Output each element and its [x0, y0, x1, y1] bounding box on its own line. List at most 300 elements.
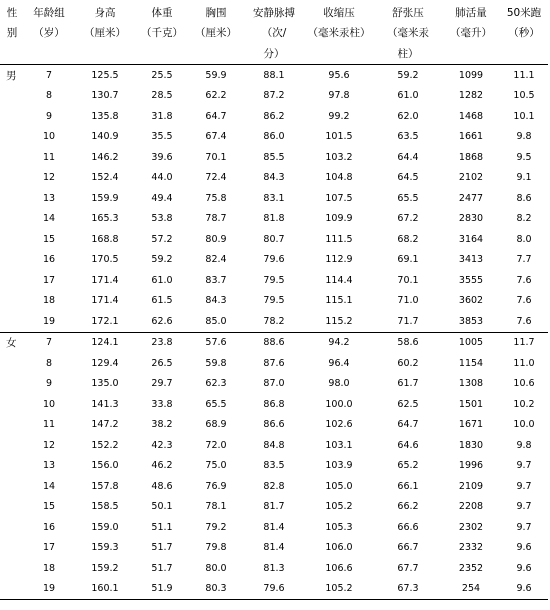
weight-cell: 29.7	[151, 378, 173, 390]
sbp-cell: 106.6	[325, 562, 353, 574]
run-cell: 11.1	[513, 69, 535, 81]
header-run-line1: 50米跑	[506, 6, 542, 19]
weight-cell: 62.6	[151, 315, 173, 327]
age-cell: 16	[42, 521, 56, 533]
vc-cell: 2109	[458, 480, 484, 492]
chest-cell: 62.3	[205, 378, 227, 390]
pulse-cell: 86.6	[263, 419, 285, 431]
sex-cell	[0, 311, 24, 332]
run-cell: 9.5	[516, 151, 532, 163]
dbp-cell: 67.2	[397, 213, 419, 225]
chest-cell: 70.1	[205, 151, 227, 163]
run-cell: 7.6	[516, 295, 532, 307]
vc-cell: 3164	[458, 233, 484, 245]
header-age-line1: 年龄组	[33, 6, 65, 19]
weight-cell: 42.3	[151, 439, 173, 451]
vc-cell: 2830	[458, 213, 484, 225]
height-cell: 159.2	[91, 562, 119, 574]
sbp-cell: 107.5	[325, 192, 353, 204]
table-row	[0, 558, 548, 579]
height-cell: 157.8	[91, 480, 119, 492]
run-cell: 9.6	[516, 542, 532, 554]
sbp-cell: 111.5	[325, 233, 353, 245]
table-row	[0, 353, 548, 374]
header-vc-line1: 肺活量	[455, 6, 487, 19]
chest-cell: 79.2	[205, 521, 227, 533]
header-empty	[0, 42, 24, 65]
chest-cell: 65.5	[205, 398, 227, 410]
table-header	[0, 2, 548, 65]
header-run-line2: （秒）	[508, 26, 540, 39]
dbp-cell: 62.0	[397, 110, 419, 122]
height-cell: 135.0	[91, 378, 119, 390]
weight-cell: 25.5	[151, 69, 173, 81]
dbp-cell: 61.0	[397, 90, 419, 102]
age-cell: 15	[42, 233, 56, 245]
pulse-cell: 78.2	[263, 315, 285, 327]
header-empty	[24, 42, 74, 65]
dbp-cell: 70.1	[397, 274, 419, 286]
vc-cell: 2332	[458, 542, 484, 554]
height-cell: 159.3	[91, 542, 119, 554]
table-row	[0, 374, 548, 395]
vc-cell: 1501	[458, 398, 484, 410]
sex-cell	[0, 374, 24, 395]
sbp-cell: 105.3	[325, 521, 353, 533]
header-pulse-line2: （次/	[261, 26, 287, 39]
sex-cell	[0, 579, 24, 600]
height-cell: 168.8	[91, 233, 119, 245]
age-cell: 9	[45, 378, 53, 390]
pulse-cell: 87.6	[263, 357, 285, 369]
weight-cell: 57.2	[151, 233, 173, 245]
weight-cell: 23.8	[151, 337, 173, 349]
pulse-cell: 81.4	[263, 521, 285, 533]
age-cell: 15	[42, 501, 56, 513]
sbp-cell: 105.0	[325, 480, 353, 492]
weight-cell: 51.9	[151, 583, 173, 595]
header-empty	[74, 42, 136, 65]
header-sex-line2: 别	[6, 26, 18, 39]
dbp-cell: 66.2	[397, 501, 419, 513]
dbp-cell: 64.6	[397, 439, 419, 451]
header-sbp-line1: 收缩压	[323, 6, 355, 19]
run-cell: 9.1	[516, 172, 532, 184]
chest-cell: 72.4	[205, 172, 227, 184]
weight-cell: 28.5	[151, 90, 173, 102]
sbp-cell: 109.9	[325, 213, 353, 225]
weight-cell: 38.2	[151, 419, 173, 431]
dbp-cell: 66.7	[397, 542, 419, 554]
vc-cell: 3853	[458, 315, 484, 327]
age-cell: 12	[42, 172, 56, 184]
chest-cell: 78.1	[205, 501, 227, 513]
dbp-cell: 64.5	[397, 172, 419, 184]
pulse-cell: 88.1	[263, 69, 285, 81]
table-row	[0, 476, 548, 497]
pulse-cell: 81.7	[263, 501, 285, 513]
sex-cell	[0, 435, 24, 456]
pulse-cell: 84.3	[263, 172, 285, 184]
pulse-cell: 85.5	[263, 151, 285, 163]
sbp-cell: 103.1	[325, 439, 353, 451]
vc-cell: 3602	[458, 295, 484, 307]
vc-cell: 2208	[458, 501, 484, 513]
header-weight-line2: （千克）	[141, 26, 183, 39]
age-cell: 19	[42, 583, 56, 595]
run-cell: 9.6	[516, 583, 532, 595]
pulse-cell: 81.4	[263, 542, 285, 554]
weight-cell: 61.5	[151, 295, 173, 307]
age-cell: 7	[45, 337, 53, 349]
sbp-cell: 106.0	[325, 542, 353, 554]
header-sbp-line2: （毫米汞柱）	[307, 26, 371, 39]
height-cell: 156.0	[91, 460, 119, 472]
run-cell: 9.6	[516, 562, 532, 574]
weight-cell: 46.2	[151, 460, 173, 472]
dbp-cell: 60.2	[397, 357, 419, 369]
sbp-cell: 97.8	[328, 90, 350, 102]
age-cell: 13	[42, 460, 56, 472]
run-cell: 8.0	[516, 233, 532, 245]
height-cell: 140.9	[91, 131, 119, 143]
vc-cell: 2352	[458, 562, 484, 574]
age-cell: 16	[42, 254, 56, 266]
weight-cell: 44.0	[151, 172, 173, 184]
sex-cell: 女	[6, 337, 17, 350]
run-cell: 7.7	[516, 254, 532, 266]
chest-cell: 57.6	[205, 337, 227, 349]
chest-cell: 82.4	[205, 254, 227, 266]
height-cell: 159.0	[91, 521, 119, 533]
run-cell: 10.0	[513, 419, 535, 431]
table-row	[0, 579, 548, 600]
dbp-cell: 71.7	[397, 315, 419, 327]
height-cell: 124.1	[91, 337, 119, 349]
chest-cell: 75.0	[205, 460, 227, 472]
header-empty	[442, 42, 500, 65]
age-cell: 19	[42, 315, 56, 327]
sex-cell	[0, 538, 24, 559]
sex-cell: 男	[6, 69, 17, 82]
age-cell: 7	[45, 69, 53, 81]
vc-cell: 1468	[458, 110, 484, 122]
weight-cell: 51.7	[151, 562, 173, 574]
sex-cell	[0, 147, 24, 168]
chest-cell: 62.2	[205, 90, 227, 102]
table-row	[0, 168, 548, 189]
run-cell: 8.6	[516, 192, 532, 204]
sbp-cell: 100.0	[325, 398, 353, 410]
vc-cell: 2302	[458, 521, 484, 533]
age-cell: 8	[45, 90, 53, 102]
dbp-cell: 64.7	[397, 419, 419, 431]
height-cell: 171.4	[91, 274, 119, 286]
height-cell: 171.4	[91, 295, 119, 307]
age-cell: 18	[42, 562, 56, 574]
dbp-cell: 69.1	[397, 254, 419, 266]
chest-cell: 85.0	[205, 315, 227, 327]
sex-cell	[0, 517, 24, 538]
age-cell: 17	[42, 542, 56, 554]
sex-cell	[0, 291, 24, 312]
sex-cell	[0, 270, 24, 291]
sbp-cell: 115.1	[325, 295, 353, 307]
header-empty	[500, 42, 548, 65]
vc-cell: 1308	[458, 378, 484, 390]
header-dbp-line3: 柱）	[397, 47, 419, 60]
height-cell: 130.7	[91, 90, 119, 102]
age-cell: 12	[42, 439, 56, 451]
sbp-cell: 114.4	[325, 274, 353, 286]
chest-cell: 79.8	[205, 542, 227, 554]
table-row	[0, 517, 548, 538]
sex-cell	[0, 456, 24, 477]
table-row	[0, 415, 548, 436]
sex-cell	[0, 188, 24, 209]
table-row	[0, 188, 548, 209]
sbp-cell: 99.2	[328, 110, 350, 122]
dbp-cell: 64.4	[397, 151, 419, 163]
sbp-cell: 105.2	[325, 583, 353, 595]
header-pulse-line1: 安静脉搏	[253, 6, 295, 19]
sex-cell	[0, 209, 24, 230]
sex-cell	[0, 127, 24, 148]
pulse-cell: 80.7	[263, 233, 285, 245]
height-cell: 172.1	[91, 315, 119, 327]
table-row	[0, 332, 548, 353]
vc-cell: 1830	[458, 439, 484, 451]
header-empty	[304, 42, 374, 65]
pulse-cell: 86.8	[263, 398, 285, 410]
height-cell: 146.2	[91, 151, 119, 163]
pulse-cell: 87.2	[263, 90, 285, 102]
sex-cell	[0, 106, 24, 127]
height-cell: 147.2	[91, 419, 119, 431]
run-cell: 11.7	[513, 337, 535, 349]
age-cell: 13	[42, 192, 56, 204]
chest-cell: 59.9	[205, 69, 227, 81]
weight-cell: 50.1	[151, 501, 173, 513]
sex-cell	[0, 497, 24, 518]
header-chest-line1: 胸围	[205, 6, 227, 19]
sbp-cell: 104.8	[325, 172, 353, 184]
pulse-cell: 79.5	[263, 295, 285, 307]
height-cell: 152.2	[91, 439, 119, 451]
weight-cell: 61.0	[151, 274, 173, 286]
dbp-cell: 71.0	[397, 295, 419, 307]
sbp-cell: 95.6	[328, 69, 350, 81]
height-cell: 160.1	[91, 583, 119, 595]
sex-cell	[0, 229, 24, 250]
vc-cell: 3413	[458, 254, 484, 266]
vc-cell: 2477	[458, 192, 484, 204]
chest-cell: 59.8	[205, 357, 227, 369]
dbp-cell: 62.5	[397, 398, 419, 410]
header-dbp-line2: （毫米汞	[387, 26, 429, 39]
sbp-cell: 101.5	[325, 131, 353, 143]
chest-cell: 84.3	[205, 295, 227, 307]
pulse-cell: 81.8	[263, 213, 285, 225]
sbp-cell: 96.4	[328, 357, 350, 369]
dbp-cell: 66.1	[397, 480, 419, 492]
dbp-cell: 63.5	[397, 131, 419, 143]
chest-cell: 68.9	[205, 419, 227, 431]
sbp-cell: 103.2	[325, 151, 353, 163]
pulse-cell: 87.0	[263, 378, 285, 390]
age-cell: 11	[42, 419, 56, 431]
pulse-cell: 79.6	[263, 254, 285, 266]
age-cell: 14	[42, 480, 56, 492]
weight-cell: 49.4	[151, 192, 173, 204]
run-cell: 9.7	[516, 501, 532, 513]
run-cell: 8.2	[516, 213, 532, 225]
table-row	[0, 538, 548, 559]
sex-cell	[0, 415, 24, 436]
run-cell: 7.6	[516, 274, 532, 286]
sex-cell	[0, 558, 24, 579]
table-row	[0, 127, 548, 148]
chest-cell: 78.7	[205, 213, 227, 225]
age-cell: 17	[42, 274, 56, 286]
table-row	[0, 209, 548, 230]
header-empty	[188, 42, 244, 65]
vc-cell: 1282	[458, 90, 484, 102]
age-cell: 14	[42, 213, 56, 225]
sex-cell	[0, 168, 24, 189]
sbp-cell: 105.2	[325, 501, 353, 513]
dbp-cell: 68.2	[397, 233, 419, 245]
weight-cell: 48.6	[151, 480, 173, 492]
vc-cell: 1661	[458, 131, 484, 143]
header-chest-line2: （厘米）	[195, 26, 237, 39]
table-row	[0, 106, 548, 127]
chest-cell: 80.9	[205, 233, 227, 245]
chest-cell: 67.4	[205, 131, 227, 143]
dbp-cell: 58.6	[397, 337, 419, 349]
chest-cell: 75.8	[205, 192, 227, 204]
table-row	[0, 250, 548, 271]
chest-cell: 83.7	[205, 274, 227, 286]
age-cell: 9	[45, 110, 53, 122]
vc-cell: 3555	[458, 274, 484, 286]
age-cell: 10	[42, 398, 56, 410]
header-age-line2: （岁）	[33, 26, 65, 39]
header-sex-line1: 性	[6, 6, 18, 19]
table-row	[0, 456, 548, 477]
pulse-cell: 88.6	[263, 337, 285, 349]
sex-cell	[0, 476, 24, 497]
run-cell: 11.0	[513, 357, 535, 369]
weight-cell: 33.8	[151, 398, 173, 410]
weight-cell: 59.2	[151, 254, 173, 266]
chest-cell: 80.3	[205, 583, 227, 595]
height-cell: 135.8	[91, 110, 119, 122]
run-cell: 9.8	[516, 439, 532, 451]
chest-cell: 72.0	[205, 439, 227, 451]
table-row	[0, 291, 548, 312]
weight-cell: 35.5	[151, 131, 173, 143]
run-cell: 10.1	[513, 110, 535, 122]
vc-cell: 2102	[458, 172, 484, 184]
physical-stats-table	[0, 2, 548, 600]
vc-cell: 1996	[458, 460, 484, 472]
dbp-cell: 65.2	[397, 460, 419, 472]
height-cell: 152.4	[91, 172, 119, 184]
header-weight-line1: 体重	[151, 6, 173, 19]
sbp-cell: 115.2	[325, 315, 353, 327]
table-row	[0, 65, 548, 86]
dbp-cell: 65.5	[397, 192, 419, 204]
pulse-cell: 79.6	[263, 583, 285, 595]
sex-cell	[0, 394, 24, 415]
run-cell: 9.7	[516, 460, 532, 472]
table-row	[0, 497, 548, 518]
header-vc-line2: （毫升）	[450, 26, 492, 39]
sbp-cell: 103.9	[325, 460, 353, 472]
height-cell: 125.5	[91, 69, 119, 81]
dbp-cell: 67.3	[397, 583, 419, 595]
pulse-cell: 82.8	[263, 480, 285, 492]
table-body	[0, 65, 548, 600]
pulse-cell: 81.3	[263, 562, 285, 574]
vc-cell: 1099	[458, 69, 484, 81]
table-row	[0, 86, 548, 107]
weight-cell: 53.8	[151, 213, 173, 225]
vc-cell: 1868	[458, 151, 484, 163]
age-cell: 11	[42, 151, 56, 163]
sbp-cell: 98.0	[328, 378, 350, 390]
run-cell: 9.7	[516, 521, 532, 533]
header-pulse-line3: 分）	[263, 47, 285, 60]
pulse-cell: 83.5	[263, 460, 285, 472]
height-cell: 158.5	[91, 501, 119, 513]
table-row	[0, 229, 548, 250]
height-cell: 159.9	[91, 192, 119, 204]
sex-cell	[0, 86, 24, 107]
header-empty	[136, 42, 188, 65]
height-cell: 170.5	[91, 254, 119, 266]
vc-cell: 254	[461, 583, 481, 595]
run-cell: 10.2	[513, 398, 535, 410]
run-cell: 9.7	[516, 480, 532, 492]
weight-cell: 39.6	[151, 151, 173, 163]
chest-cell: 64.7	[205, 110, 227, 122]
run-cell: 9.8	[516, 131, 532, 143]
chest-cell: 76.9	[205, 480, 227, 492]
pulse-cell: 86.0	[263, 131, 285, 143]
header-height-line2: （厘米）	[84, 26, 126, 39]
run-cell: 10.6	[513, 378, 535, 390]
age-cell: 18	[42, 295, 56, 307]
table-row	[0, 435, 548, 456]
table-row	[0, 311, 548, 332]
dbp-cell: 61.7	[397, 378, 419, 390]
run-cell: 10.5	[513, 90, 535, 102]
pulse-cell: 79.5	[263, 274, 285, 286]
sex-cell	[0, 250, 24, 271]
pulse-cell: 84.8	[263, 439, 285, 451]
age-cell: 10	[42, 131, 56, 143]
height-cell: 141.3	[91, 398, 119, 410]
sex-cell	[0, 353, 24, 374]
chest-cell: 80.0	[205, 562, 227, 574]
sbp-cell: 112.9	[325, 254, 353, 266]
weight-cell: 31.8	[151, 110, 173, 122]
weight-cell: 51.7	[151, 542, 173, 554]
height-cell: 165.3	[91, 213, 119, 225]
weight-cell: 26.5	[151, 357, 173, 369]
